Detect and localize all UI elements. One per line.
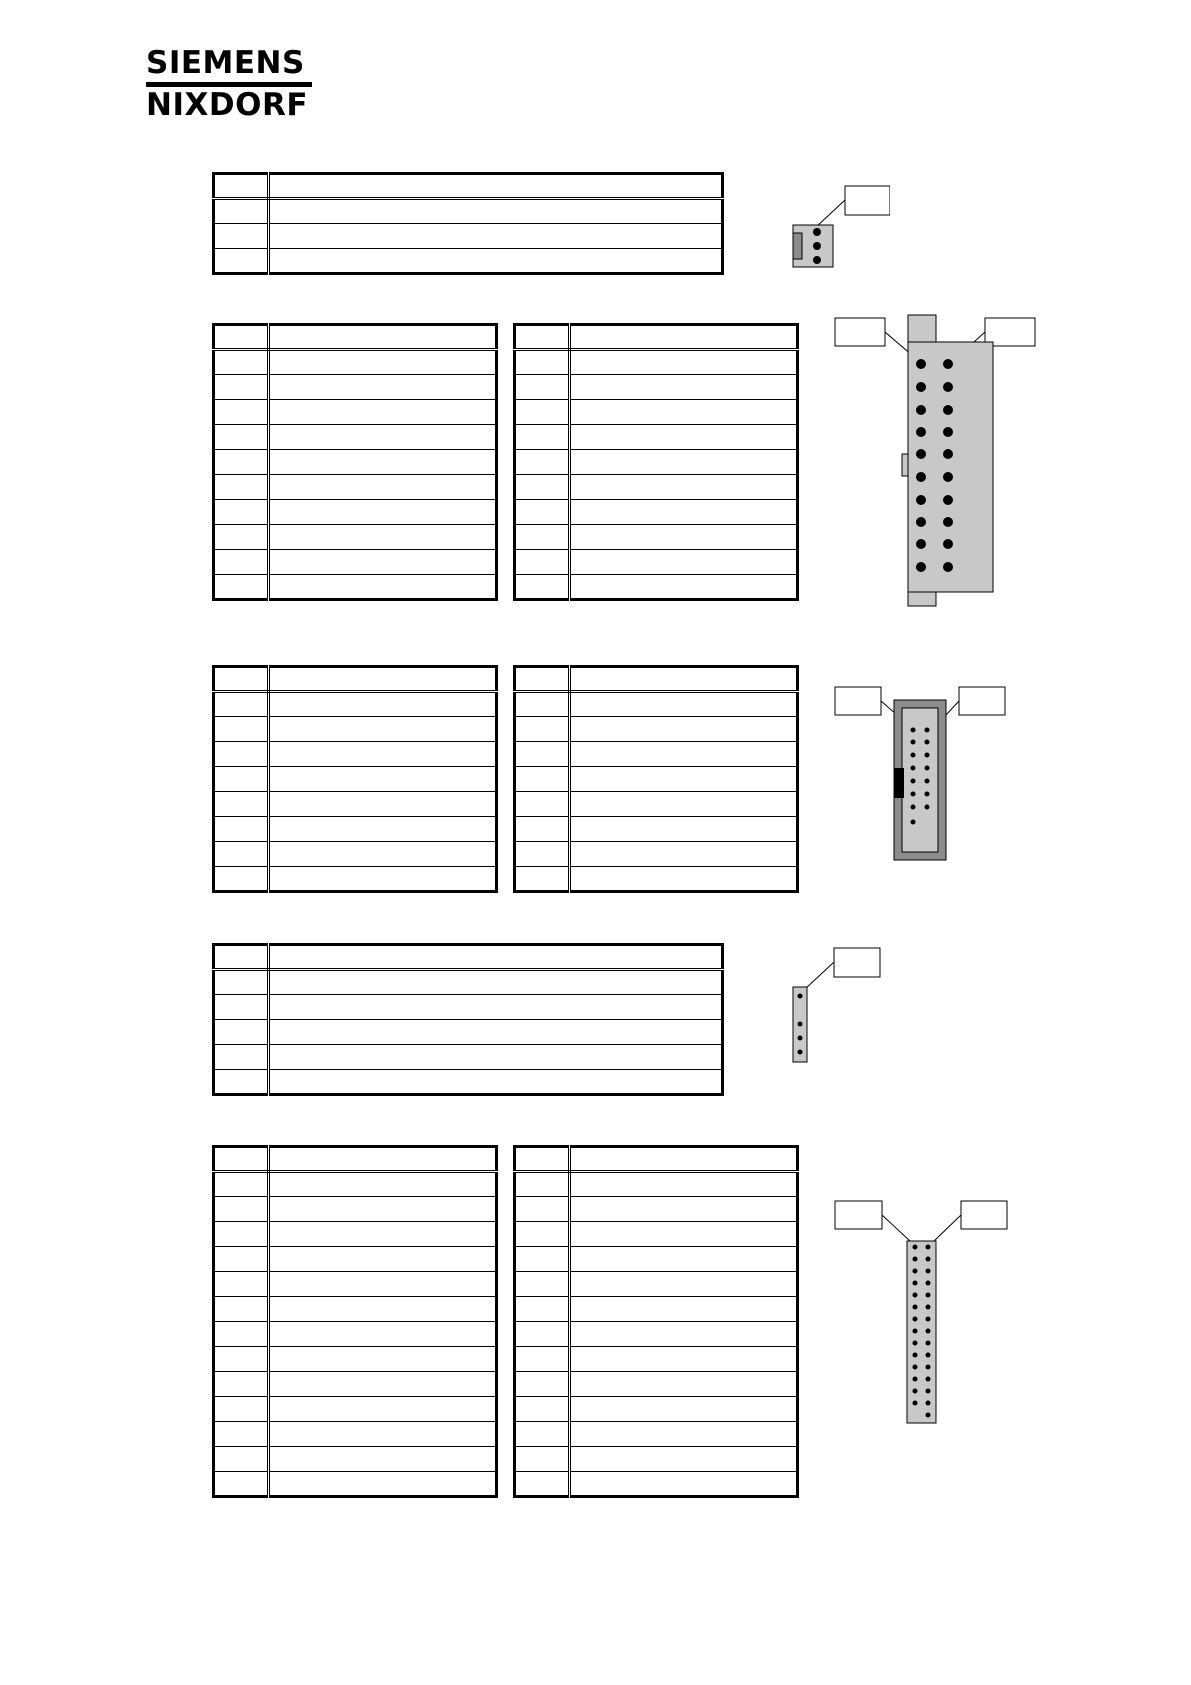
connector-2-diagram — [830, 312, 1040, 612]
pin-table-2-right — [513, 323, 799, 601]
connector-5-diagram — [830, 1195, 1010, 1430]
connector-1-diagram — [790, 183, 890, 271]
pin-table-4 — [212, 943, 724, 1096]
pin-table-5-left — [212, 1145, 498, 1498]
pin-table-3-left — [212, 665, 498, 893]
callout-box — [845, 186, 890, 215]
pin-table-1 — [212, 172, 724, 275]
pin-table-2-left — [212, 323, 498, 601]
pin-table-5-right — [513, 1145, 799, 1498]
logo-line-1: SIEMENS — [146, 45, 305, 81]
logo-line-2: NIXDORF — [146, 87, 309, 123]
siemens-nixdorf-logo — [146, 45, 312, 123]
pin-table-3-right — [513, 665, 799, 893]
connector-4-diagram — [790, 945, 890, 1065]
connector-3-diagram — [830, 680, 1010, 866]
